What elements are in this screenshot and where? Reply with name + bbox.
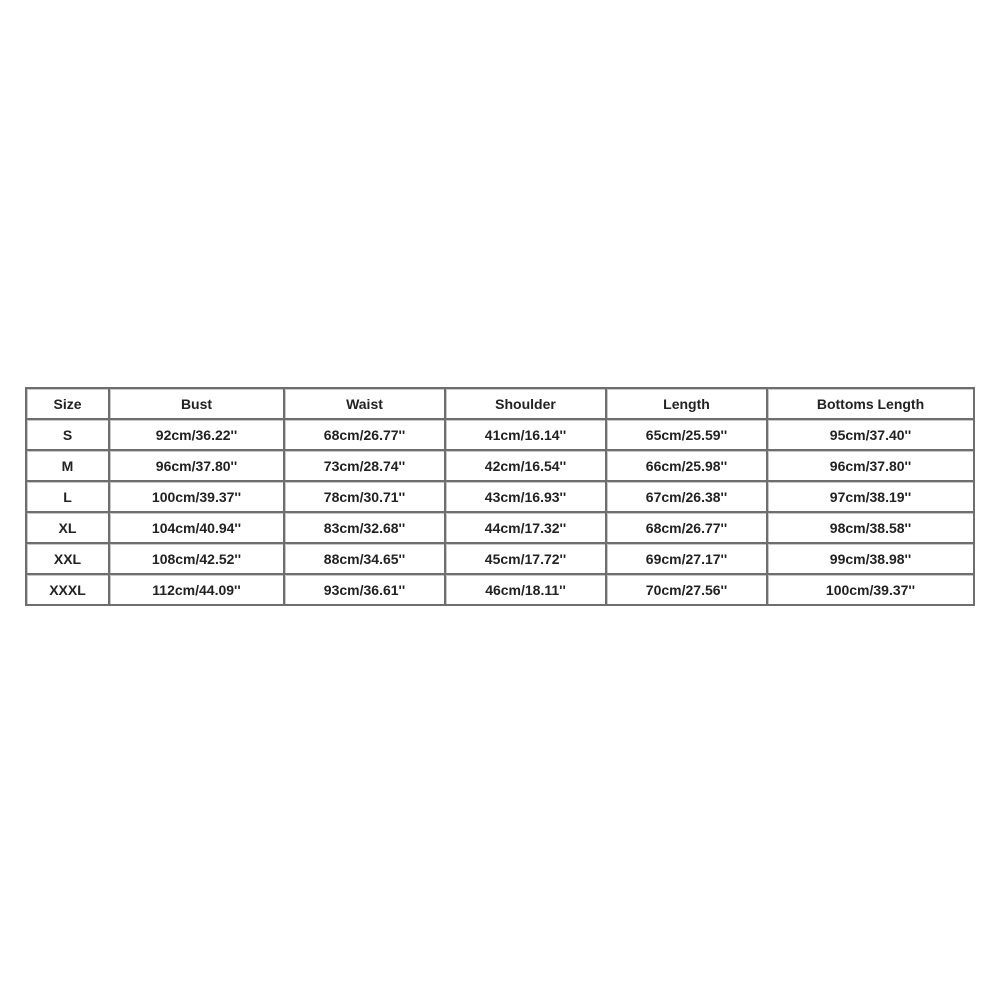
size-cell: XXL	[27, 544, 110, 575]
header-size: Size	[27, 389, 110, 420]
bust-cell: 104cm/40.94''	[110, 513, 285, 544]
bust-cell: 96cm/37.80''	[110, 451, 285, 482]
table-row	[27, 544, 975, 575]
length-cell: 65cm/25.59''	[607, 420, 768, 451]
waist-cell: 93cm/36.61''	[285, 575, 446, 606]
shoulder-cell: 42cm/16.54''	[446, 451, 607, 482]
bottoms-length-cell: 100cm/39.37''	[768, 575, 975, 606]
bottoms-length-cell: 95cm/37.40''	[768, 420, 975, 451]
table-row	[27, 420, 975, 451]
waist-cell: 68cm/26.77''	[285, 420, 446, 451]
length-cell: 68cm/26.77''	[607, 513, 768, 544]
size-cell: S	[27, 420, 110, 451]
waist-cell: 78cm/30.71''	[285, 482, 446, 513]
table-header-row	[27, 389, 975, 420]
shoulder-cell: 41cm/16.14''	[446, 420, 607, 451]
bottoms-length-cell: 97cm/38.19''	[768, 482, 975, 513]
size-cell: M	[27, 451, 110, 482]
bottoms-length-cell: 96cm/37.80''	[768, 451, 975, 482]
bottoms-length-cell: 99cm/38.98''	[768, 544, 975, 575]
size-chart-table	[25, 387, 975, 606]
table-row	[27, 575, 975, 606]
table-row	[27, 513, 975, 544]
bust-cell: 100cm/39.37''	[110, 482, 285, 513]
bust-cell: 108cm/42.52''	[110, 544, 285, 575]
table-row	[27, 482, 975, 513]
waist-cell: 83cm/32.68''	[285, 513, 446, 544]
header-bottoms-length: Bottoms Length	[768, 389, 975, 420]
length-cell: 66cm/25.98''	[607, 451, 768, 482]
shoulder-cell: 45cm/17.72''	[446, 544, 607, 575]
size-cell: L	[27, 482, 110, 513]
header-bust: Bust	[110, 389, 285, 420]
length-cell: 69cm/27.17''	[607, 544, 768, 575]
header-length: Length	[607, 389, 768, 420]
size-cell: XXXL	[27, 575, 110, 606]
shoulder-cell: 44cm/17.32''	[446, 513, 607, 544]
bust-cell: 112cm/44.09''	[110, 575, 285, 606]
bust-cell: 92cm/36.22''	[110, 420, 285, 451]
length-cell: 70cm/27.56''	[607, 575, 768, 606]
bottoms-length-cell: 98cm/38.58''	[768, 513, 975, 544]
table-row	[27, 451, 975, 482]
waist-cell: 73cm/28.74''	[285, 451, 446, 482]
waist-cell: 88cm/34.65''	[285, 544, 446, 575]
header-shoulder: Shoulder	[446, 389, 607, 420]
size-cell: XL	[27, 513, 110, 544]
shoulder-cell: 43cm/16.93''	[446, 482, 607, 513]
length-cell: 67cm/26.38''	[607, 482, 768, 513]
shoulder-cell: 46cm/18.11''	[446, 575, 607, 606]
header-waist: Waist	[285, 389, 446, 420]
